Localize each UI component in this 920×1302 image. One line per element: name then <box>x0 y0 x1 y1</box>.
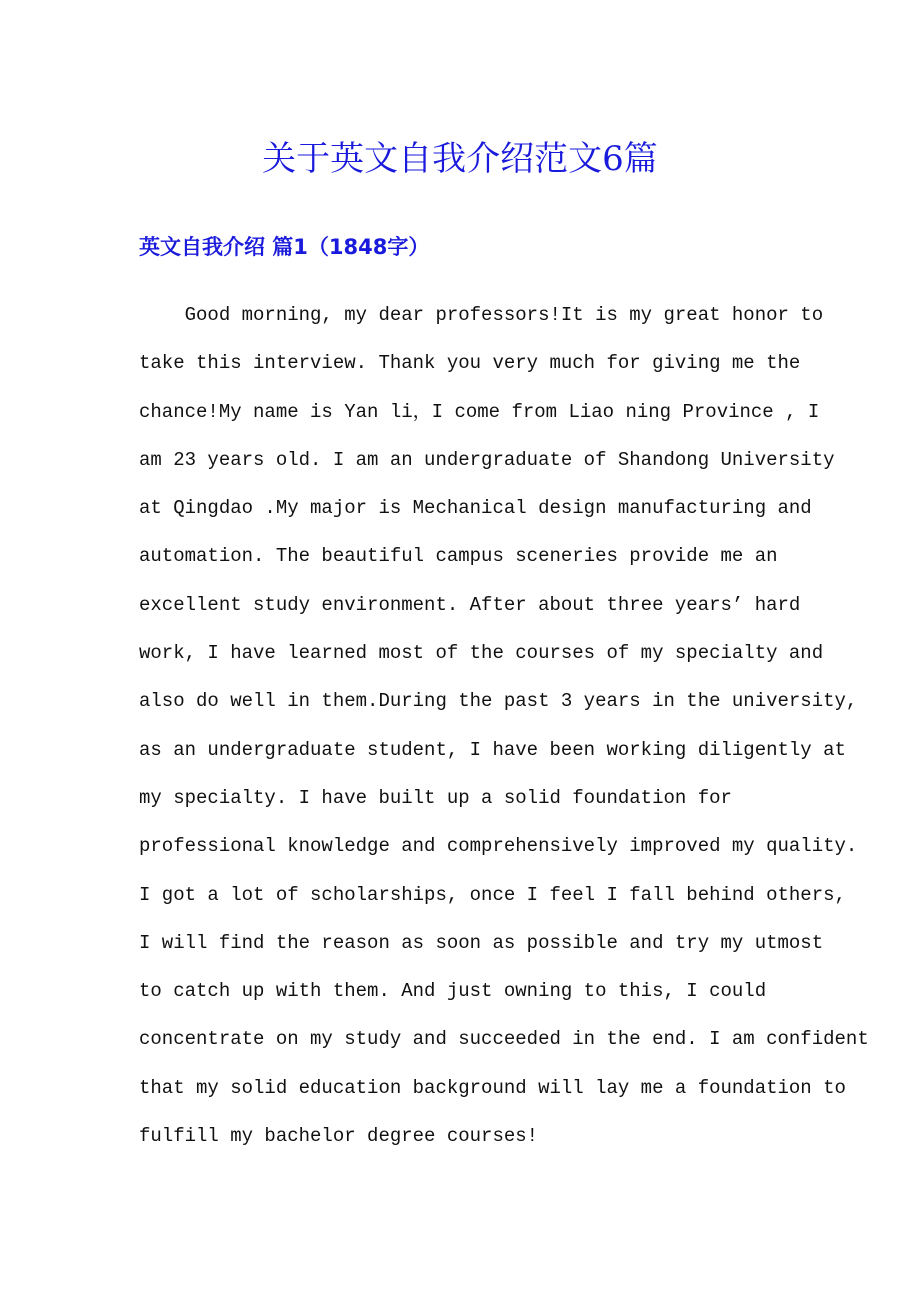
body-line: fulfill my bachelor degree courses! <box>139 1125 539 1148</box>
body-line: Good morning, my dear professors!It is my great honor to <box>139 304 824 326</box>
document-title: 关于英文自我介绍范文6篇 <box>262 139 658 179</box>
body-line: to catch up with them. And just owning to this, I could <box>139 980 767 1003</box>
body-line: take this interview. Thank you very much for giving me the <box>139 352 801 375</box>
body-line: am 23 years old. I am an undergraduate of Shandong University <box>139 448 835 471</box>
body-line: automation. The beautiful campus sceneries provide me an <box>139 545 778 568</box>
body-line: work, I have learned most of the courses of my specialty and <box>139 642 824 665</box>
section-body <box>139 291 869 1160</box>
body-line: chance!My name is Yan li，I come from Liao ning Province , I <box>139 400 820 423</box>
body-line: that my solid education background will lay me a foundation to <box>139 1076 846 1099</box>
body-line: I will find the reason as soon as possible and try my utmost <box>139 931 824 954</box>
body-line: as an undergraduate student, I have been working diligently at <box>139 738 846 761</box>
body-line: concentrate on my study and succeeded in the end. I am confident <box>139 1028 869 1051</box>
body-line: also do well in them.During the past 3 years in the university, <box>139 690 858 713</box>
body-line: my specialty. I have built up a solid foundation for <box>139 786 732 809</box>
body-line: at Qingdao .My major is Mechanical design manufacturing and <box>139 497 812 520</box>
body-line: I got a lot of scholarships, once I feel I fall behind others, <box>139 883 846 906</box>
body-line: excellent study environment. After about three years’ hard <box>139 593 801 616</box>
body-line: professional knowledge and comprehensively improved my quality. <box>139 835 858 858</box>
section-heading: 英文自我介绍 篇1（1848字） <box>139 235 430 259</box>
